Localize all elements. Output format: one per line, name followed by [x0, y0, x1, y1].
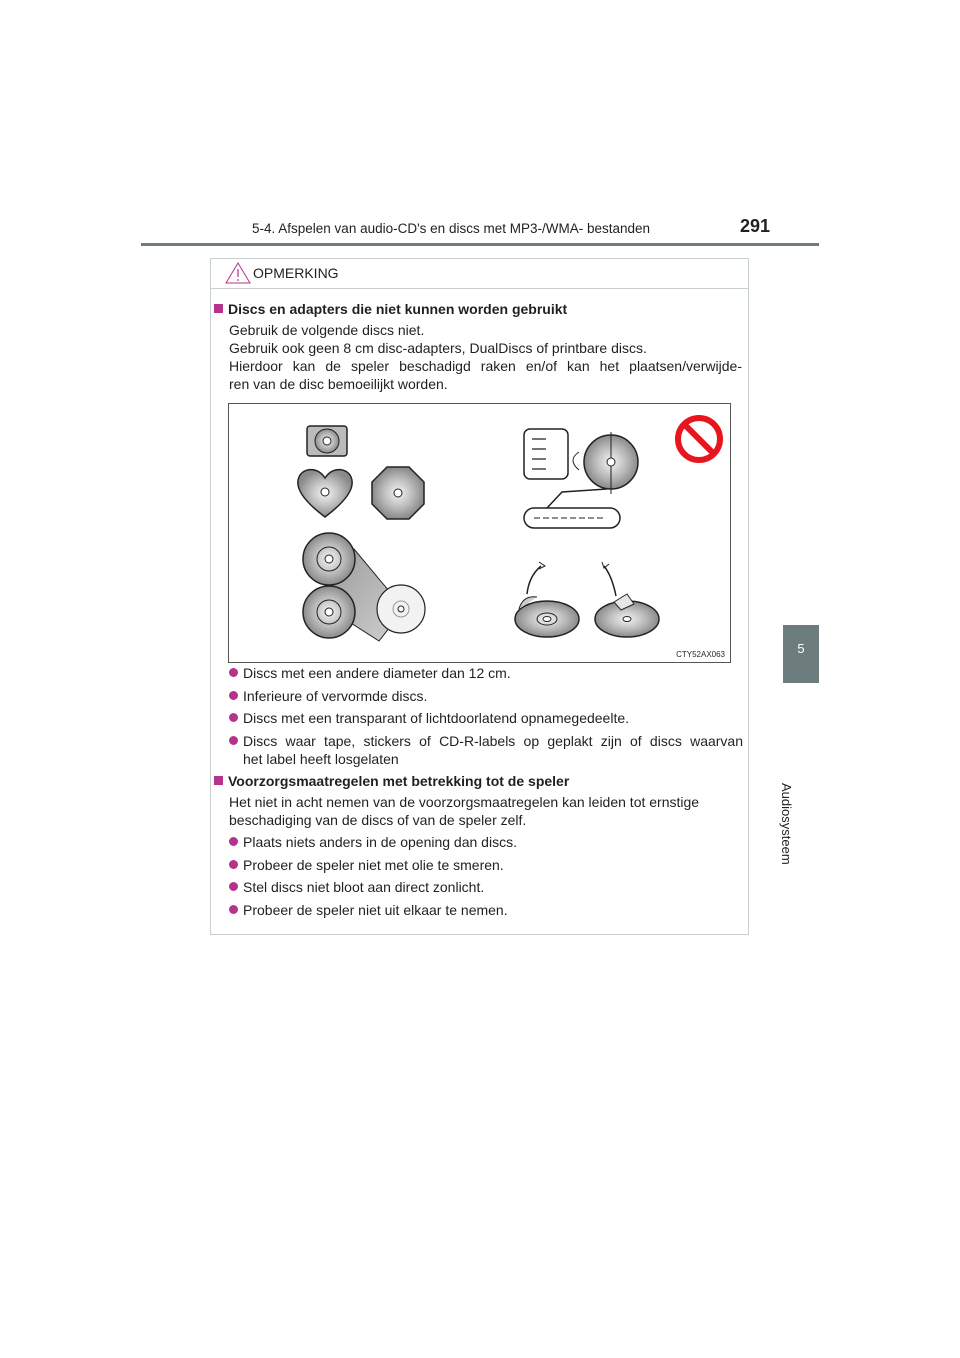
page-number: 291 — [740, 216, 771, 236]
section-title: 5-4. Afspelen van audio-CD's en discs met MP3-/WMA- bestanden — [252, 221, 651, 236]
labeled-disc-icon — [515, 562, 659, 637]
dot-bullet-icon — [229, 837, 238, 846]
player-with-disc-icon — [524, 429, 638, 528]
transparent-discs-icon — [303, 533, 425, 641]
dot-bullet-icon — [229, 905, 238, 914]
bullet-item — [229, 732, 238, 750]
section2-heading: Voorzorgsmaatregelen met betrekking tot de speler — [214, 772, 569, 790]
bullet-item: Discs met een transparant of lichtdoorlatend opnamegedeelte. — [229, 709, 629, 727]
caution-title: OPMERKING — [253, 265, 339, 281]
section1-line: Gebruik de volgende discs niet. — [229, 322, 425, 338]
dot-bullet-icon — [229, 668, 238, 677]
bullet-item: Probeer de speler niet met olie te smeren. — [229, 856, 504, 874]
bullet-text: het label heeft losgelaten — [243, 751, 399, 767]
section2-line: beschadiging van de discs of van de speler zelf. — [229, 812, 527, 828]
section1-line: Hierdoor kan de speler beschadigd raken en/of kan het plaatsen/verwijde- — [229, 358, 742, 374]
square-bullet-icon — [214, 776, 223, 785]
bullet-item: Discs met een andere diameter dan 12 cm. — [229, 664, 511, 682]
illustration-code: CTY52AX063 — [676, 650, 725, 659]
dot-bullet-icon — [229, 713, 238, 722]
dot-bullet-icon — [229, 736, 238, 745]
chapter-tab — [783, 625, 819, 683]
header-divider — [141, 243, 819, 246]
bullet-text: Discs waar tape, stickers of CD-R-labels op geplakt zijn of discs waarvan — [243, 733, 743, 749]
chapter-label: Audiosysteem — [779, 783, 794, 865]
chapter-number: 5 — [797, 641, 805, 656]
section1-line: ren van de disc bemoeilijkt worden. — [229, 376, 448, 392]
bullet-item: Probeer de speler niet uit elkaar te nemen. — [229, 901, 508, 919]
heart-shaped-disc-icon — [298, 470, 352, 517]
bullet-item: Inferieure of vervormde discs. — [229, 687, 427, 705]
warning-triangle-icon — [225, 262, 251, 284]
prohibition-sign-icon — [678, 418, 720, 460]
dot-bullet-icon — [229, 691, 238, 700]
unsuitable-discs-illustration — [228, 403, 731, 663]
section2-line: Het niet in acht nemen van de voorzorgsmaatregelen kan leiden tot ernstige — [229, 794, 700, 810]
square-disc-icon — [307, 426, 347, 456]
section1-heading: Discs en adapters die niet kunnen worden gebruikt — [214, 300, 567, 318]
octagonal-disc-icon — [372, 467, 424, 519]
dot-bullet-icon — [229, 860, 238, 869]
bullet-item: Plaats niets anders in de opening dan discs. — [229, 833, 517, 851]
bullet-item: Stel discs niet bloot aan direct zonlicht. — [229, 878, 484, 896]
disc-illustration-svg — [229, 404, 730, 662]
dot-bullet-icon — [229, 882, 238, 891]
section1-line: Gebruik ook geen 8 cm disc-adapters, DualDiscs of printbare discs. — [229, 340, 647, 356]
caution-header — [211, 259, 748, 289]
square-bullet-icon — [214, 304, 223, 313]
